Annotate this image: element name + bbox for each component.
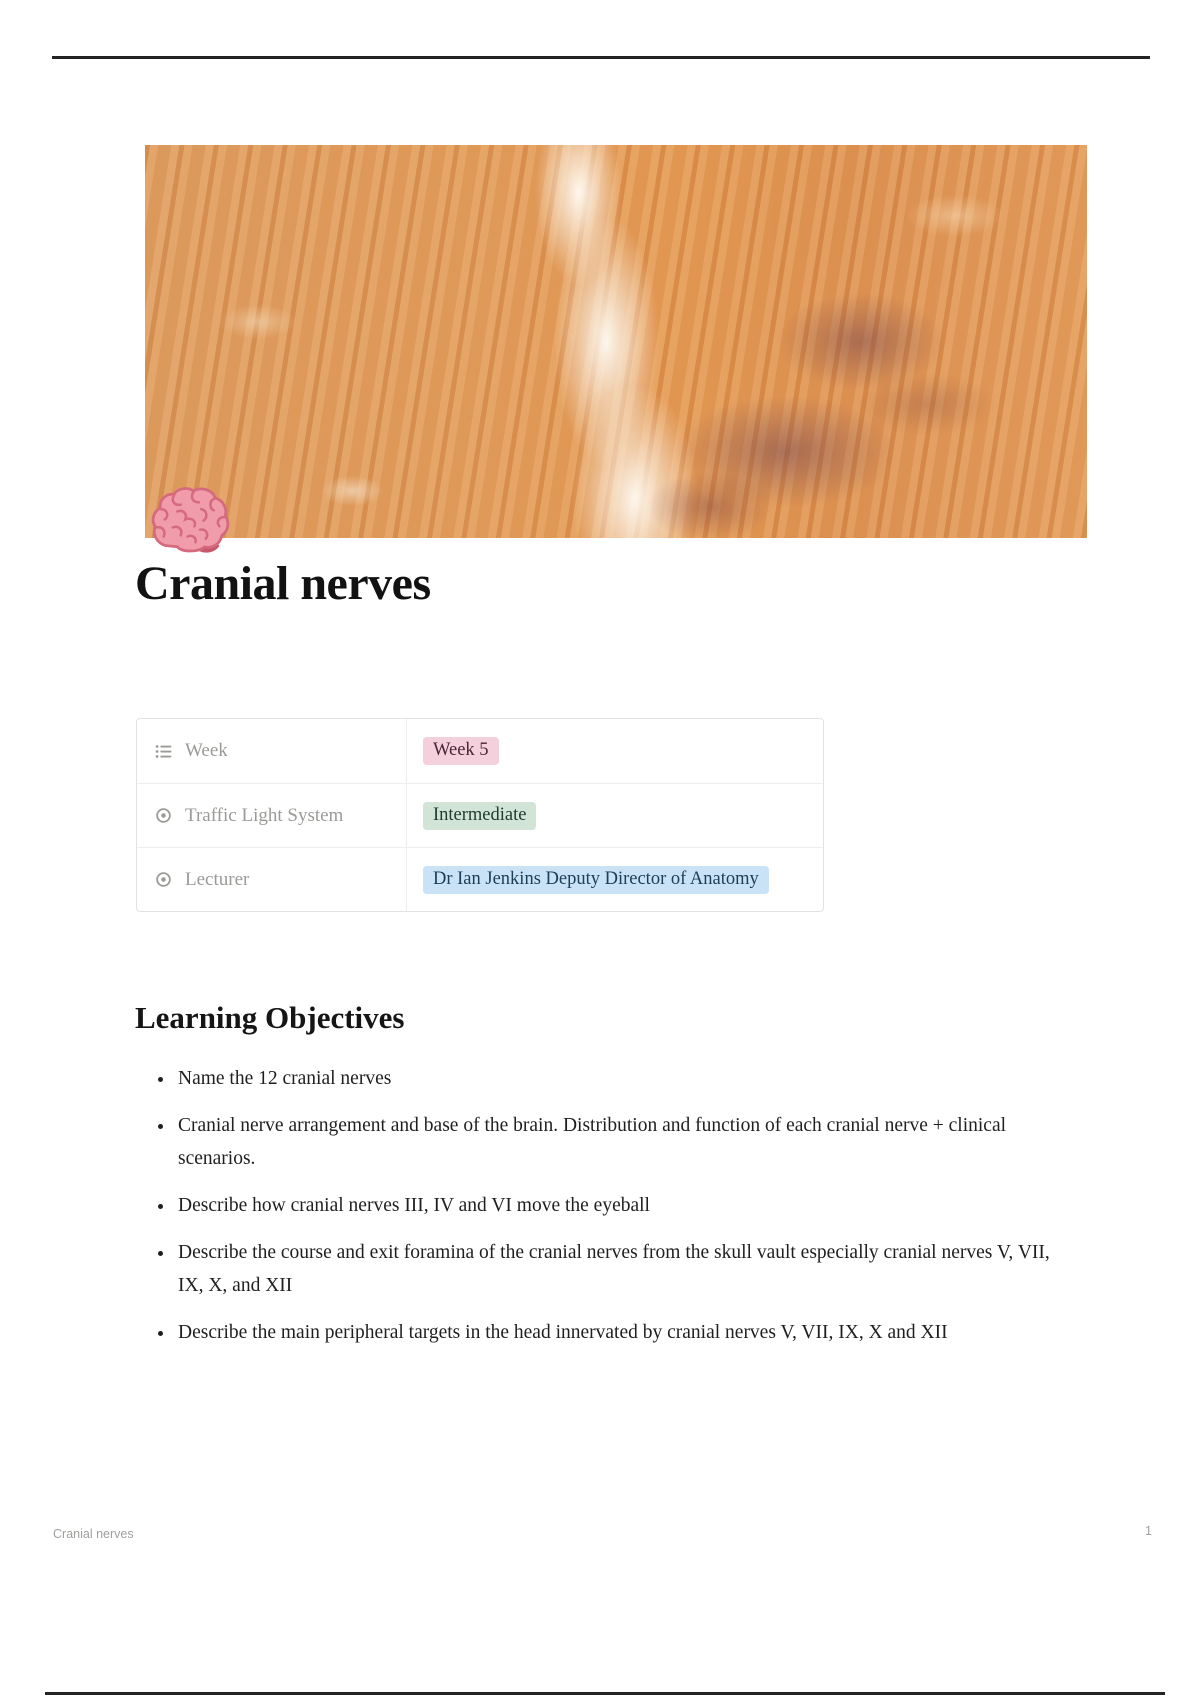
top-divider xyxy=(52,56,1150,59)
property-value-cell xyxy=(407,802,536,830)
lecturer-badge: Dr Ian Jenkins Deputy Director of Anatomy xyxy=(423,866,769,894)
property-name: Week xyxy=(185,740,228,761)
bottom-divider xyxy=(45,1692,1165,1695)
objective-item xyxy=(175,1236,1073,1302)
objective-text: Describe the main peripheral targets in the head innervated by cranial nerves V, VII, IX, X and XII xyxy=(178,1322,948,1343)
objective-item xyxy=(175,1189,1073,1222)
property-row-week xyxy=(137,719,823,783)
properties-table xyxy=(136,718,824,912)
objective-text: Describe how cranial nerves III, IV and VI move the eyeball xyxy=(178,1195,650,1216)
property-name: Traffic Light System xyxy=(185,804,344,826)
property-label-cell xyxy=(137,848,407,911)
brain-icon xyxy=(150,486,232,562)
property-row-lecturer xyxy=(137,847,823,911)
property-value-cell xyxy=(407,866,769,894)
section-heading: Learning Objectives xyxy=(135,1000,405,1035)
objective-item xyxy=(175,1109,1073,1175)
objective-text: Cranial nerve arrangement and base of the brain. Distribution and function of each cranial nerve + clinical scenarios. xyxy=(178,1115,1007,1169)
list-select-icon xyxy=(155,743,172,760)
cover-image xyxy=(145,145,1087,538)
objective-text: Name the 12 cranial nerves xyxy=(178,1068,392,1089)
objective-item xyxy=(175,1316,1073,1349)
status-target-icon xyxy=(155,807,172,824)
property-label-cell xyxy=(137,719,407,783)
week-badge: Week 5 xyxy=(423,737,499,765)
property-row-traffic-light xyxy=(137,783,823,847)
objectives-list xyxy=(135,1062,1073,1363)
page-title: Cranial nerves xyxy=(135,557,431,610)
status-target-icon xyxy=(155,871,172,888)
property-value-cell xyxy=(407,737,499,765)
objective-item xyxy=(175,1062,1073,1095)
difficulty-badge: Intermediate xyxy=(423,802,536,830)
footer-page-number: 1 xyxy=(1145,1524,1152,1538)
property-label-cell xyxy=(137,784,407,847)
footer-document-name: Cranial nerves xyxy=(53,1527,134,1541)
objective-text: Describe the course and exit foramina of the cranial nerves from the skull vault especially cranial nerves V, VII, IX, X, and XII xyxy=(178,1242,1050,1296)
property-name: Lecturer xyxy=(185,868,250,890)
